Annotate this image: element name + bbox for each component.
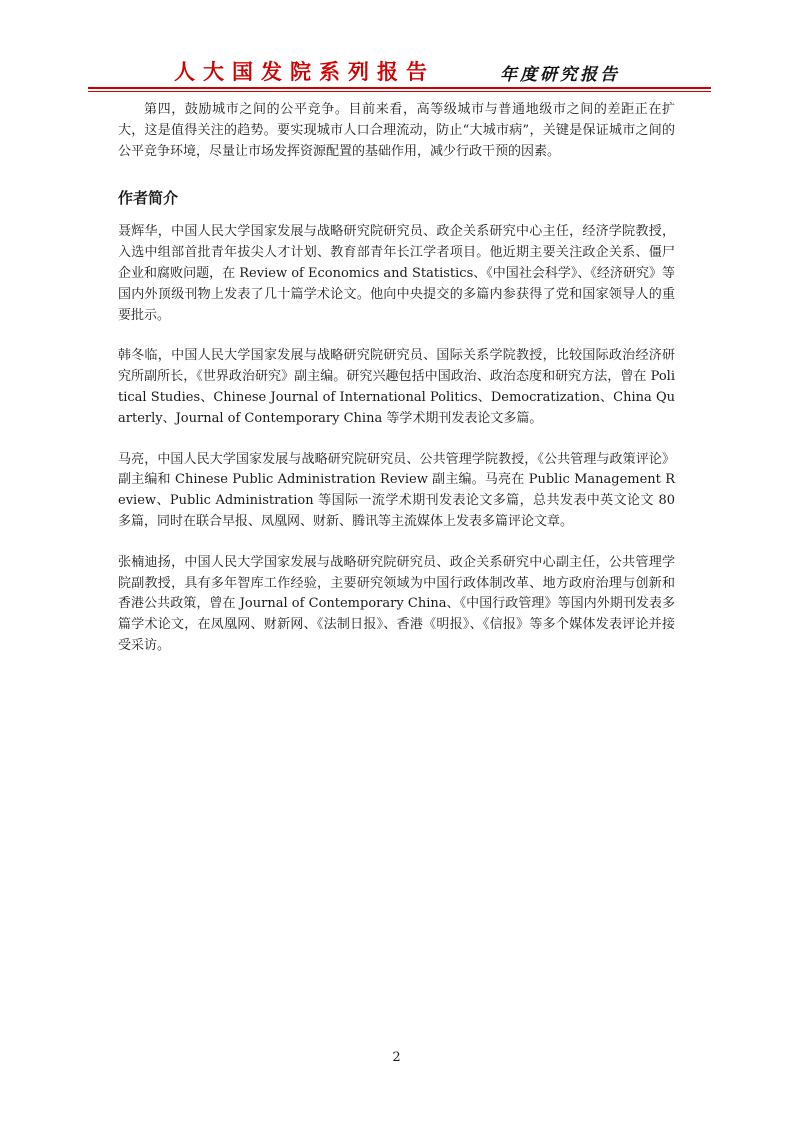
header-subtitle: 年度研究报告 [500, 65, 620, 85]
header-rule [88, 87, 711, 89]
page-header [118, 52, 678, 86]
page-body [118, 100, 675, 657]
author-bio-han-donglin: 韩冬临，中国人民大学国家发展与战略研究院研究员、国际关系学院教授，比较国际政治经济研究所副所长，《世界政治研究》副主编。研究兴趣包括中国政治、政治态度和研究方法，曾在 Political Studies、Chinese Journal of International Politics、Democratization、China Quarterly、Journal of Contemporary China 等学术期刊发表论文多篇。 [118, 348, 675, 426]
header-title: 人大国发院系列报告 [174, 59, 435, 84]
section-title-author-bios: 作者简介 [118, 189, 179, 208]
header-rule-thin [88, 91, 711, 92]
author-bio-zhang-nandiyang: 张楠迪扬，中国人民大学国家发展与战略研究院研究员、政企关系研究中心副主任，公共管理学院副教授，具有多年智库工作经验，主要研究领域为中国行政体制改革、地方政府治理与创新和香港公共政策，曾在 Journal of Contemporary China、《中国行政管理》等国内外期刊发表多篇学术论文，在凤凰网、财新网、《法制日报》、香港《明报》、《信报》等多个媒体发表评论并接受采访。 [118, 554, 675, 653]
page-number: 2 [392, 1050, 401, 1065]
author-bio-ma-liang: 马亮，中国人民大学国家发展与战略研究院研究员、公共管理学院教授，《公共管理与政策评论》副主编和 Chinese Public Administration Review 副主编。马亮在 Public Management Review、Public Administration 等国际一流学术期刊发表论文多篇，总共发表中英文论文 80 多篇，同时在联合早报、凤凰网、财新、腾讯等主流媒体上发表多篇评论文章。 [118, 451, 675, 529]
intro-paragraph: 第四，鼓励城市之间的公平竞争。目前来看，高等级城市与普通地级市之间的差距正在扩大，这是值得关注的趋势。要实现城市人口合理流动，防止“大城市病”，关键是保证城市之间的公平竞争环境，尽量让市场发挥资源配置的基础作用，减少行政干预的因素。 [118, 102, 675, 159]
author-bio-nie-huihua: 聂辉华，中国人民大学国家发展与战略研究院研究员、政企关系研究中心主任，经济学院教授，入选中组部首批青年拔尖人才计划、教育部青年长江学者项目。他近期主要关注政企关系、僵尸企业和腐败问题，在 Review of Economics and Statistics、《中国社会科学》、《经济研究》等国内外顶级刊物上发表了几十篇学术论文。他向中央提交的多篇内参获得了党和国家领导人的重要批示。 [118, 224, 675, 323]
